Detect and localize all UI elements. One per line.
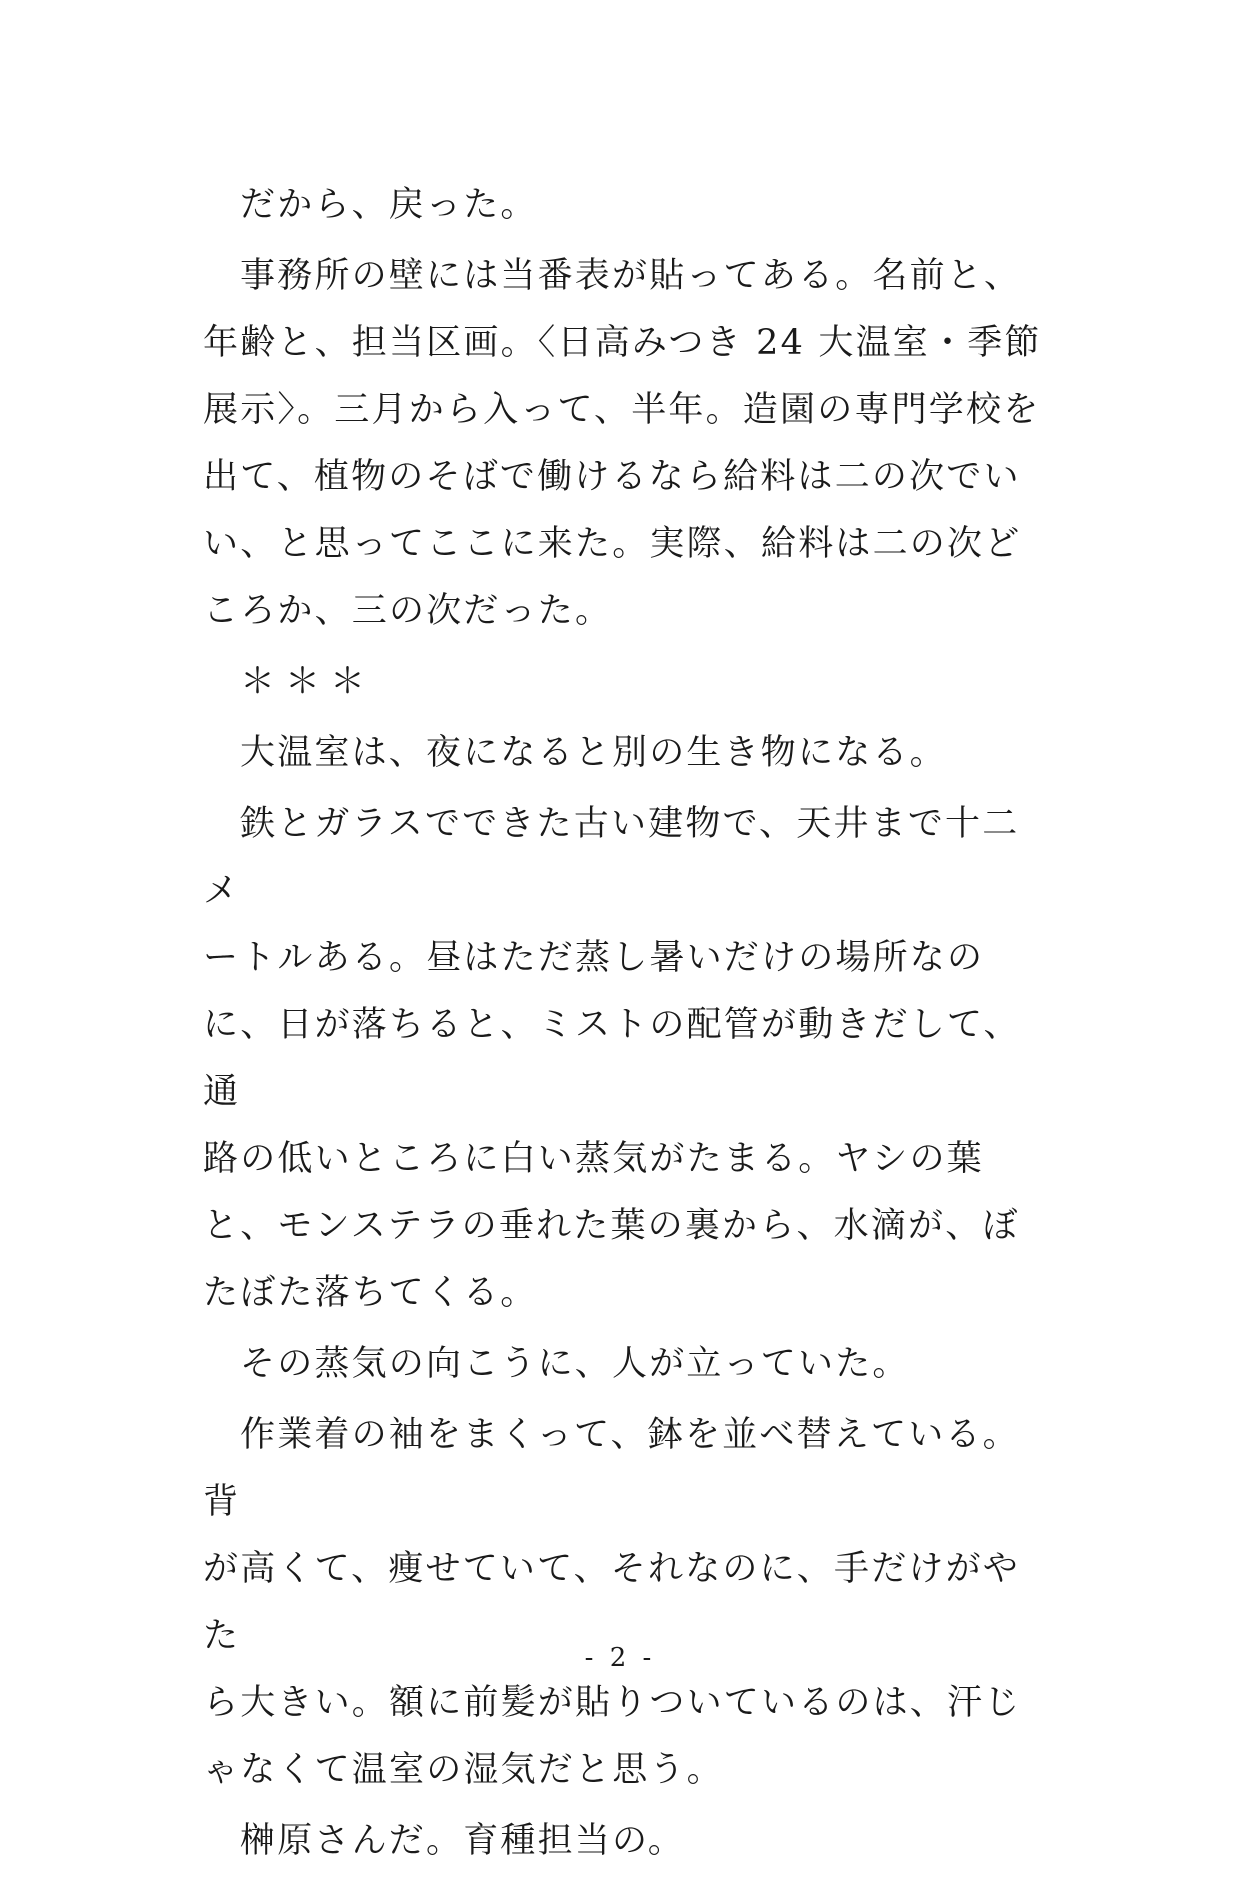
section-break: ＊＊＊ xyxy=(240,662,376,702)
paragraph: 事務所の壁には当番表が貼ってある。名前と、 年齢と、担当区画。〈日高みつき 24 大温室・季節 展示〉。三月から入って、半年。造園の専門学校を 出て、植物のそばで働けるなら給料は二の次でい い、と思ってここに来た。実際、給料は二の次ど ころか、三の次だった。 xyxy=(203,256,1042,631)
paragraph: その蒸気の向こうに、人が立っていた。 xyxy=(240,1344,910,1384)
paragraph: だから、戻った。 xyxy=(240,185,538,225)
body-text xyxy=(203,172,1043,1879)
paragraph: 鉄とガラスでできた古い建物で、天井まで十二メ ートルある。昼はただ蒸し暑いだけの場所なの に、日が落ちると、ミストの配管が動きだして、通 路の低いところに白い蒸気がたまる。ヤシの葉 と、モンステラの垂れた葉の裏から、水滴が、ぼ たぼた落ちてくる。 xyxy=(203,804,1021,1313)
paragraph: 大温室は、夜になると別の生き物になる。 xyxy=(240,733,947,773)
paragraph: 榊原さんだ。育種担当の。 xyxy=(240,1821,686,1861)
page-number: - 2 - xyxy=(584,1643,656,1673)
paragraph: 作業着の袖をまくって、鉢を並べ替えている。背 が高くて、痩せていて、それなのに、手だけがやた ら大きい。額に前髪が貼りついているのは、汗じ ゃなくて温室の湿気だと思う。 xyxy=(203,1415,1022,1790)
